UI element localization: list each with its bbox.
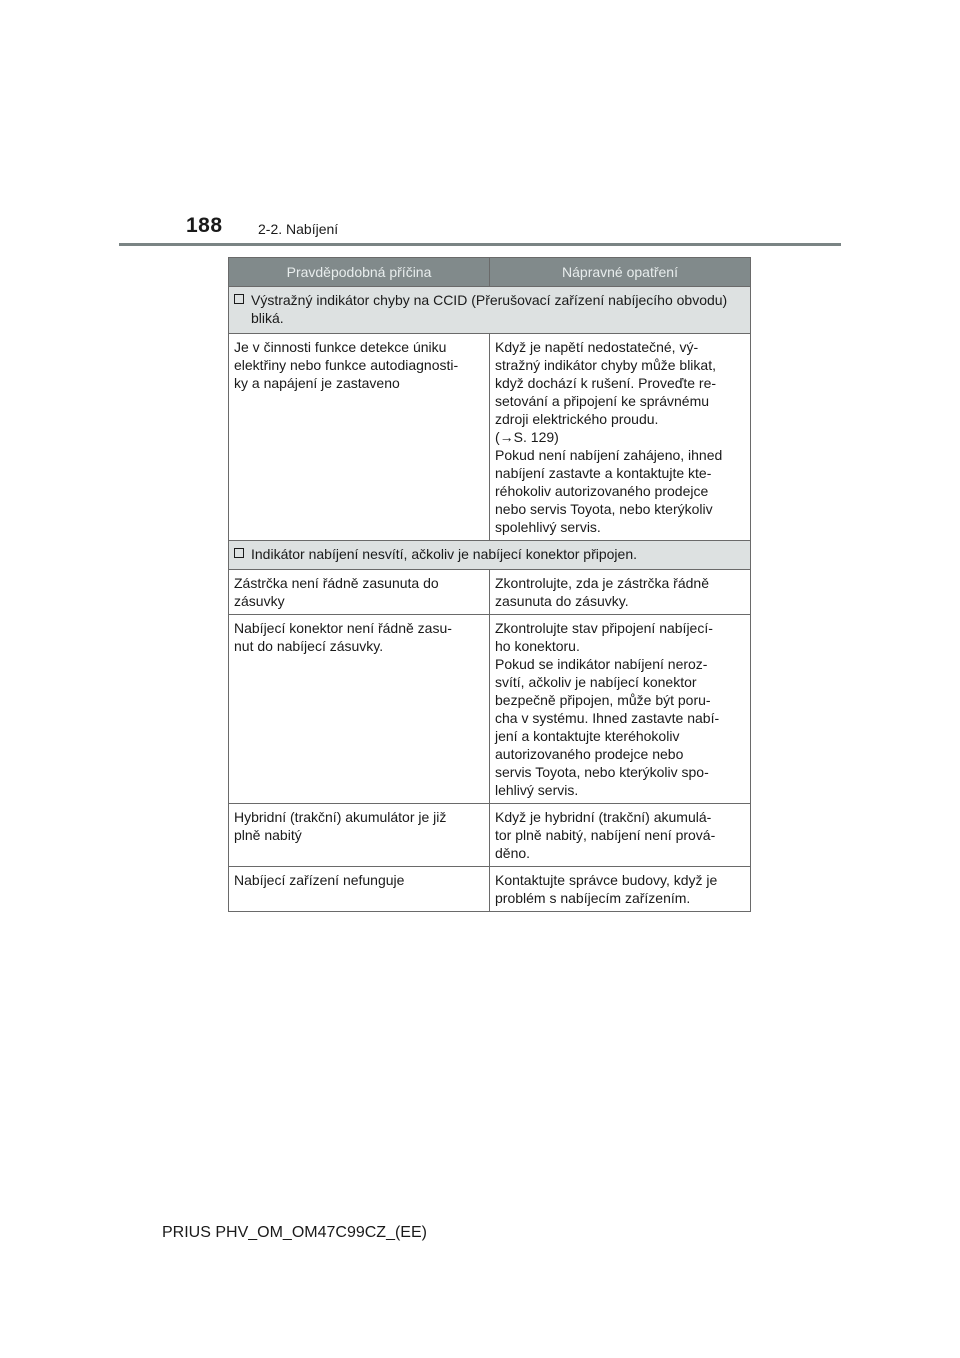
cause-cell: Zástrčka není řádně zasunuta do zásuvky <box>229 570 490 615</box>
troubleshooting-table <box>228 257 751 912</box>
remedy-cell: Kontaktujte správce budovy, když je problém s nabíjecím zařízením. <box>490 867 751 912</box>
cause-cell: Nabíjecí konektor není řádně zasu- nut do nabíjecí zásuvky. <box>229 615 490 804</box>
remedy-cell: Zkontrolujte stav připojení nabíjecí- ho konektoru. Pokud se indikátor nabíjení neroz- svítí, ačkoliv je nabíjecí konektor bezpečně připojen, může být poru- cha v systému. Ihned zastavte nabí- jení a kontaktujte kteréhokoliv autorizovaného prodejce nebo servis Toyota, nebo kterýkoliv spo- lehlivý servis. <box>490 615 751 804</box>
page-number: 188 <box>186 214 223 237</box>
table-row <box>229 334 751 541</box>
remedy-cell: Když je napětí nedostatečné, vý- stražný indikátor chyby může blikat, když dochází k rušení. Proveďte re- setování a připojení ke správnému zdroji elektrického proudu. (→S. 129) Pokud není nabíjení zahájeno, ihned nabíjení zastavte a kontaktujte kte- réhokoliv autorizovaného prodejce nebo servis Toyota, nebo kterýkoliv spolehlivý servis. <box>490 334 751 541</box>
checkbox-icon <box>234 548 244 558</box>
column-header-remedy: Nápravné opatření <box>490 258 751 287</box>
table-row <box>229 867 751 912</box>
remedy-cell: Zkontrolujte, zda je zástrčka řádně zasunuta do zásuvky. <box>490 570 751 615</box>
cause-cell: Je v činnosti funkce detekce úniku elektřiny nebo funkce autodiagnosti- ky a napájení je zastaveno <box>229 334 490 541</box>
table-row <box>229 804 751 867</box>
table-header-row <box>229 258 751 287</box>
section-row <box>229 287 751 334</box>
section-row <box>229 541 751 570</box>
section-heading <box>229 287 751 334</box>
document-id: PRIUS PHV_OM_OM47C99CZ_(EE) <box>162 1224 427 1241</box>
cause-cell: Hybridní (trakční) akumulátor je již plně nabitý <box>229 804 490 867</box>
remedy-cell: Když je hybridní (trakční) akumulá- tor plně nabitý, nabíjení není prová- děno. <box>490 804 751 867</box>
section-title: 2-2. Nabíjení <box>258 221 339 237</box>
header-divider <box>119 243 841 246</box>
section-heading <box>229 541 751 570</box>
table-row <box>229 615 751 804</box>
section-title-text: Indikátor nabíjení nesvítí, ačkoliv je nabíjecí konektor připojen. <box>251 546 637 562</box>
table-row <box>229 570 751 615</box>
column-header-cause: Pravděpodobná příčina <box>229 258 490 287</box>
cause-cell: Nabíjecí zařízení nefunguje <box>229 867 490 912</box>
checkbox-icon <box>234 294 244 304</box>
section-title-text: Výstražný indikátor chyby na CCID (Přerušovací zařízení nabíjecího obvodu) bliká. <box>251 292 728 326</box>
